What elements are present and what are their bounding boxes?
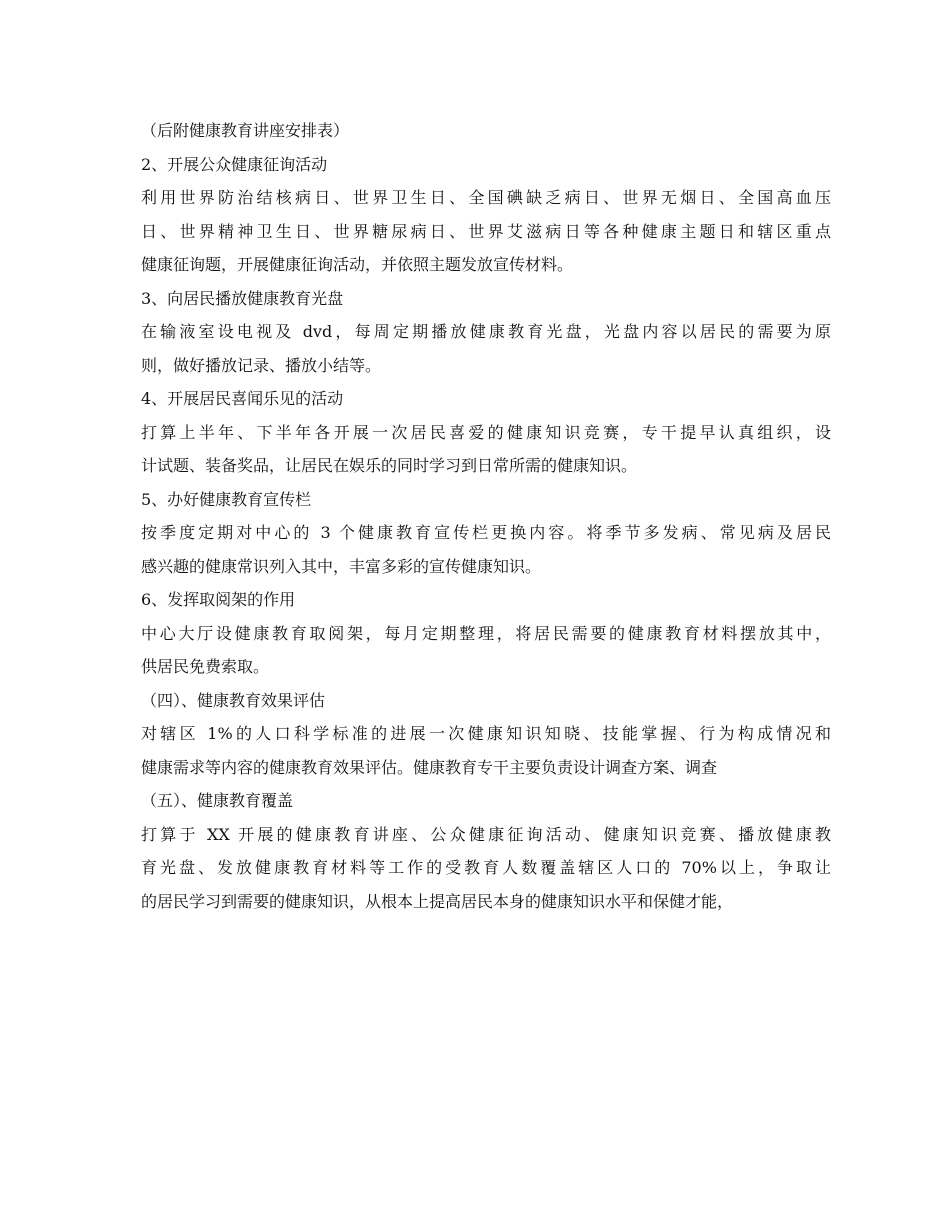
paragraph-line: 打算于 XX 开展的健康教育讲座、公众健康征询活动、健康知识竞赛、播放健康教 — [141, 824, 831, 844]
paragraph-line: 的居民学习到需要的健康知识，从根本上提高居民本身的健康知识水平和保健才能， — [141, 891, 734, 911]
paragraph-line: 感兴趣的健康常识列入其中，丰富多彩的宣传健康知识。 — [141, 556, 542, 576]
section-heading: 4、开展居民喜闻乐见的活动 — [141, 389, 344, 408]
paragraph-line: 按季度定期对中心的 3 个健康教育宣传栏更换内容。将季节多发病、常见病及居民 — [141, 523, 831, 542]
document-body — [141, 116, 831, 934]
paragraph-line: 在输液室设电视及 dvd，每周定期播放健康教育光盘，光盘内容以居民的需要为原 — [141, 322, 831, 341]
paragraph-line: 对辖区 1%的人口科学标准的进展一次健康知识知晓、技能掌握、行为构成情况和 — [141, 724, 831, 743]
paragraph-line: 健康征询题，开展健康征询活动，并依照主题发放宣传材料。 — [141, 255, 574, 274]
paragraph-line: 则，做好播放记录、播放小结等。 — [141, 355, 382, 375]
paragraph-line: 健康需求等内容的健康教育效果评估。健康教育专干主要负责设计调查方案、调查 — [141, 757, 718, 777]
paragraph-line: 育光盘、发放健康教育材料等工作的受教育人数覆盖辖区人口的 70%以上，争取让 — [141, 858, 831, 877]
paragraph-line: 供居民免费索取。 — [141, 657, 270, 676]
section-heading: （四）、健康教育效果评估 — [141, 690, 326, 710]
paragraph-line: 中心大厅设健康教育取阅架，每月定期整理，将居民需要的健康教育材料摆放其中， — [141, 623, 831, 643]
section-heading: 3、向居民播放健康教育光盘 — [141, 288, 344, 308]
section-heading: 6、发挥取阅架的作用 — [141, 590, 296, 609]
paragraph-line: 计试题、装备奖品，让居民在娱乐的同时学习到日常所需的健康知识。 — [141, 456, 638, 475]
section-heading: 5、办好健康教育宣传栏 — [141, 489, 312, 509]
section-heading: 2、开展公众健康征询活动 — [141, 154, 328, 174]
paragraph-line: 日、世界精神卫生日、世界糖尿病日、世界艾滋病日等各种健康主题日和辖区重点 — [141, 221, 831, 241]
section-heading: （五）、健康教育覆盖 — [141, 791, 294, 810]
note-line: （后附健康教育讲座安排表） — [141, 121, 350, 140]
paragraph-line: 打算上半年、下半年各开展一次居民喜爱的健康知识竞赛，专干提早认真组织，设 — [141, 422, 831, 442]
paragraph-line: 利用世界防治结核病日、世界卫生日、全国碘缺乏病日、世界无烟日、全国高血压 — [141, 188, 831, 207]
